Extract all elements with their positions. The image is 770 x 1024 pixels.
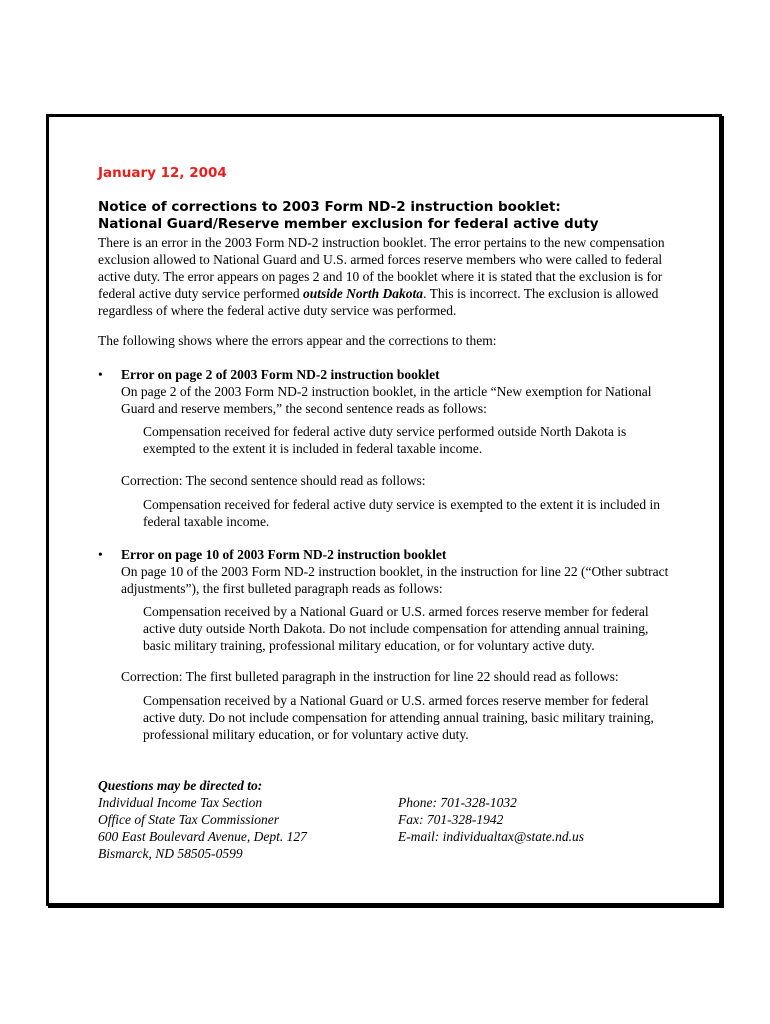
error-1-title: Error on page 2 of 2003 Form ND-2 instruction booklet: [121, 367, 440, 382]
contact-fax: Fax: 701-328-1942: [398, 812, 504, 827]
contact-phone: Phone: 701-328-1032: [398, 795, 517, 810]
contact-heading: Questions may be directed to:: [98, 778, 263, 793]
intro-emphasis: outside North Dakota: [303, 286, 424, 301]
following-paragraph: The following shows where the errors appear and the corrections to them:: [98, 333, 497, 348]
error-2-corrected-text: Compensation received by a National Guard or U.S. armed forces reserve member for federal active duty. Do not include compensation for attending annual training, basic military training, professional military education, or for voluntary active duty.: [143, 693, 654, 742]
contact-email: E-mail: individualtax@state.nd.us: [398, 829, 585, 844]
address-line: 600 East Boulevard Avenue, Dept. 127: [98, 829, 307, 844]
heading-line-2: National Guard/Reserve member exclusion for federal active duty: [98, 216, 599, 232]
error-1-correction-intro: Correction: The second sentence should read as follows:: [121, 473, 426, 488]
error-2-title: Error on page 10 of 2003 Form ND-2 instruction booklet: [121, 547, 447, 562]
error-2-correction-intro: Correction: The first bulleted paragraph in the instruction for line 22 should read as follows:: [121, 669, 619, 684]
intro-paragraph: [98, 234, 673, 319]
contact-address-block: [98, 777, 307, 862]
address-line: Office of State Tax Commissioner: [98, 812, 279, 827]
error-2-original-text: Compensation received by a National Guard or U.S. armed forces reserve member for federal active duty outside North Dakota. Do not include compensation for attending annual training, basic military training, professional military education, or for voluntary active duty.: [143, 604, 649, 653]
contact-details-block: [398, 794, 584, 845]
error-1-original-text: Compensation received for federal active duty service performed outside North Dakota is exempted to the extent it is included in federal taxable income.: [143, 424, 627, 456]
intro-text-1: There is an error in the 2003 Form ND-2 instruction booklet. The error pertains to the new compensation exclusion allowed to National Guard and U.S. armed forces reserve members who were called to federal active duty. The error appears on pages 2 and 10 of the booklet where it is stated that the exclusion is for federal active duty service performed: [98, 235, 665, 301]
notice-heading: [98, 199, 698, 233]
intro-text-2: . This is incorrect. The exclusion is allowed regardless of where the federal active duty service was performed.: [98, 286, 659, 318]
error-1-corrected-text: Compensation received for federal active duty service is exempted to the extent it is included in federal taxable income.: [143, 497, 660, 529]
bullet-marker: •: [98, 547, 103, 562]
address-line: Individual Income Tax Section: [98, 795, 263, 810]
error-1-description: On page 2 of the 2003 Form ND-2 instruction booklet, in the article “New exemption for National Guard and reserve members,” the second sentence reads as follows:: [121, 384, 652, 416]
error-2-description: On page 10 of the 2003 Form ND-2 instruction booklet, in the instruction for line 22 (“Other subtract adjustments”), the first bulleted paragraph reads as follows:: [121, 564, 669, 596]
heading-line-1: Notice of corrections to 2003 Form ND-2 instruction booklet:: [98, 199, 561, 215]
notice-date: January 12, 2004: [98, 165, 227, 181]
bullet-marker: •: [98, 367, 103, 382]
address-line: Bismarck, ND 58505-0599: [98, 846, 243, 861]
